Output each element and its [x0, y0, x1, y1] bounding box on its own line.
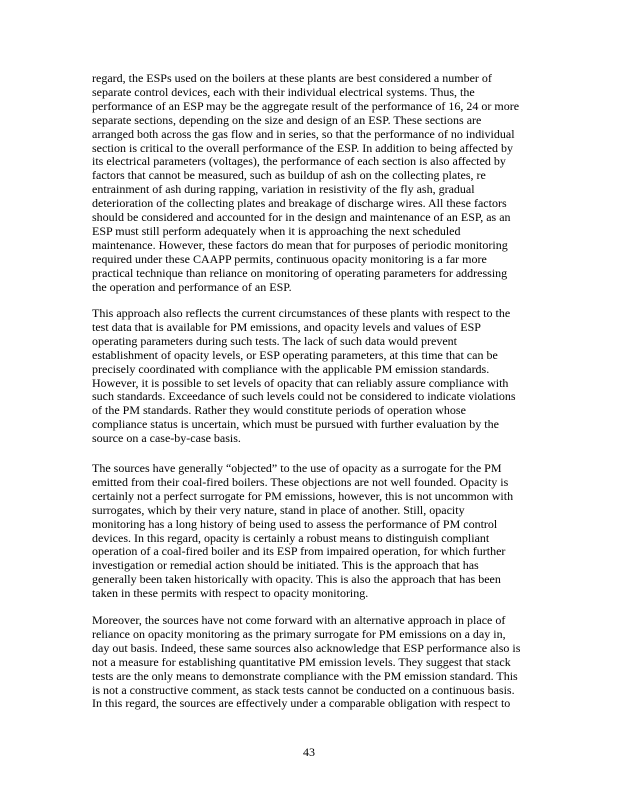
text-line: practical technique than reliance on monitoring of operating parameters for addressing	[92, 265, 508, 280]
text-line: establishment of opacity levels, or ESP operating parameters, at this time that can be	[92, 347, 498, 362]
text-line: of the PM standards. Rather they would constitute periods of operation whose	[92, 403, 466, 418]
text-line: This approach also reflects the current circumstances of these plants with respect to the	[92, 306, 511, 320]
text-line: operation of a coal-fired boiler and its ESP from impaired operation, for which further	[92, 544, 506, 559]
text-line: not a measure for establishing quantitative PM emission levels. They suggest that stack	[92, 654, 511, 669]
text-line: arranged both across the gas flow and in series, so that the performance of no individual	[92, 126, 515, 141]
text-line: factors that cannot be measured, such as buildup of ash on the collecting plates, re	[92, 168, 486, 183]
text-line: performance of an ESP may be the aggregate result of the performance of 16, 24 or more	[92, 98, 520, 113]
text-line: tests are the only means to demonstrate compliance with the PM emission standard. This	[92, 668, 518, 683]
text-line: monitoring has a long history of being used to assess the performance of PM control	[92, 516, 498, 531]
text-line: investigation or remedial action should be initiated. This is the approach that has	[92, 558, 479, 573]
text-line: surrogates, which by their very nature, stand in place of another. Still, opacity	[92, 502, 465, 517]
text-line: should be considered and accounted for in the design and maintenance of an ESP, as an	[92, 210, 511, 225]
text-line: However, it is possible to set levels of opacity that can reliably assure compliance with	[92, 375, 509, 390]
text-line: taken in these permits with respect to opacity monitoring.	[92, 586, 369, 601]
paragraph-esp-sections	[92, 72, 552, 295]
text-line: Moreover, the sources have not come forward with an alternative approach in place of	[92, 613, 506, 627]
text-line: emitted from their coal-fired boilers. These objections are not well founded. Opacity is	[92, 474, 509, 489]
paragraph-sources-objected	[92, 462, 552, 601]
paragraph-approach-test-data	[92, 307, 552, 446]
text-line: separate control devices, each with their individual electrical systems. Thus, the	[92, 84, 475, 99]
text-line: separate sections, depending on the size and design of an ESP. These sections are	[92, 112, 482, 127]
text-line: maintenance. However, these factors do mean that for purposes of periodic monitoring	[92, 237, 508, 252]
text-line: operating parameters during such tests. The lack of such data would prevent	[92, 333, 457, 348]
text-line: entrainment of ash during rapping, variation in resistivity of the fly ash, gradual	[92, 182, 475, 197]
text-line: reliance on opacity monitoring as the primary surrogate for PM emissions on a day in,	[92, 626, 506, 641]
text-line: regard, the ESPs used on the boilers at these plants are best considered a number of	[92, 71, 492, 85]
text-line: such standards. Exceedance of such levels could not be considered to indicate violations	[92, 389, 516, 404]
text-line: devices. In this regard, opacity is certainly a robust means to distinguish compliant	[92, 530, 490, 545]
text-line: compliance status is uncertain, which must be pursued with further evaluation by the	[92, 417, 499, 432]
text-line: certainly not a perfect surrogate for PM emissions, however, this is not uncommon with	[92, 488, 514, 503]
text-line: The sources have generally “objected” to the use of opacity as a surrogate for the PM	[92, 461, 502, 475]
text-line: is not a constructive comment, as stack tests cannot be conducted on a continuous basis.	[92, 682, 515, 697]
text-line: test data that is available for PM emissions, and opacity levels and values of ESP	[92, 319, 481, 334]
text-line: In this regard, the sources are effectively under a comparable obligation with respect to	[92, 696, 511, 711]
text-line: required under these CAAPP permits, continuous opacity monitoring is a far more	[92, 251, 487, 266]
text-line: source on a case-by-case basis.	[92, 431, 241, 446]
text-line: ESP must still perform adequately when it is approaching the next scheduled	[92, 223, 461, 238]
text-line: precisely coordinated with compliance with the applicable PM emission standards.	[92, 361, 490, 376]
text-line: section is critical to the overall performance of the ESP. In addition to being affected by	[92, 140, 513, 155]
paragraph-alternative-approach	[92, 614, 552, 711]
text-line: generally been taken historically with opacity. This is also the approach that has been	[92, 572, 501, 587]
page-number: 43	[303, 745, 315, 759]
text-line: deterioration of the collecting plates and breakage of discharge wires. All these factors	[92, 196, 507, 211]
text-line: day out basis. Indeed, these same sources also acknowledge that ESP performance also is	[92, 640, 521, 655]
text-line: the operation and performance of an ESP.	[92, 279, 292, 294]
text-line: its electrical parameters (voltages), the performance of each section is also affected by	[92, 154, 506, 169]
